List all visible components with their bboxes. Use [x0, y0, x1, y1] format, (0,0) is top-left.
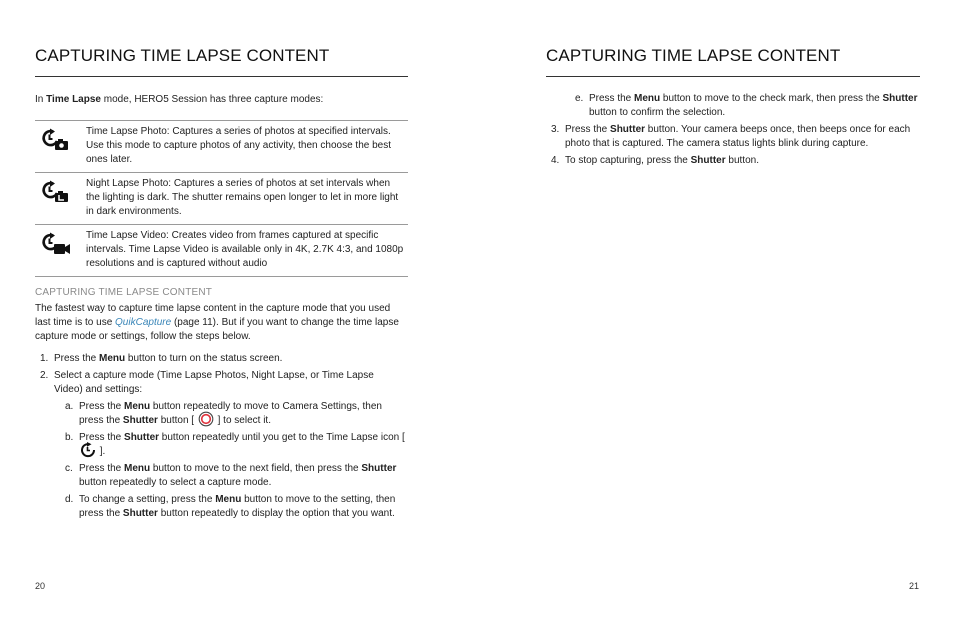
heading-rule: [546, 76, 920, 77]
step-2c: c. Press the Menu button to move to the next field, then press the Shutter button repeatedly to select a capture mode.: [65, 463, 397, 489]
capture-modes-table: [35, 120, 408, 277]
page-heading: CAPTURING TIME LAPSE CONTENT: [546, 46, 841, 65]
quikcapture-link[interactable]: QuikCapture: [115, 317, 172, 328]
time-lapse-video-icon: [41, 232, 71, 256]
mode-description: Time Lapse Photo: Captures a series of photos at specified intervals. Use this mode to capture photos of any activity, then choose the best ones later.: [86, 126, 391, 165]
steps-list: [35, 352, 405, 524]
step-4: 4. To stop capturing, press the Shutter button.: [551, 155, 759, 166]
night-lapse-photo-icon: [41, 180, 71, 204]
mode-row-time-lapse-photo: [35, 120, 408, 172]
step-2e: e. Press the Menu button to move to the check mark, then press the Shutter button to confirm the selection.: [575, 93, 918, 118]
step-3: 3. Press the Shutter button. Your camera beeps once, then beeps once for each photo that is captured. The camera status lights blink during capture.: [551, 124, 911, 149]
step-2: 2. Select a capture mode (Time Lapse Photos, Night Lapse, or Time Lapse Video) and settings:: [40, 370, 374, 395]
mode-description: Time Lapse Video: Creates video from frames captured at specific intervals. Time Lapse Video is available only in 4K, 2.7K 4:3, and 1080p resolutions and is captured without audio: [86, 230, 404, 269]
intro-paragraph: The fastest way to capture time lapse content in the capture mode that you used last time is to use QuikCapture (page 11). But if you want to change the time lapse capture mode or settings, follow the steps below.: [35, 303, 399, 342]
step-2d: d. To change a setting, press the Menu button to move to the setting, then press the Shutter button repeatedly to display the option that you want.: [65, 494, 396, 520]
steps-list-continued: [546, 92, 918, 171]
step-2a: a. Press the Menu button repeatedly to move to Camera Settings, then press the Shutter button [ ] to select it.: [65, 401, 382, 427]
page-number: 21: [908, 581, 919, 591]
mode-description: Night Lapse Photo: Captures a series of photos at set intervals when the lighting is dark. The shutter remains open longer to let in more light in dark environments.: [86, 178, 399, 217]
intro-text: In Time Lapse mode, HERO5 Session has three capture modes:: [35, 94, 324, 105]
right-page: [477, 0, 954, 618]
time-lapse-photo-icon: [41, 128, 71, 152]
section-subheading: CAPTURING TIME LAPSE CONTENT: [35, 287, 213, 298]
step-1: 1. Press the Menu button to turn on the status screen.: [40, 353, 283, 364]
page-number: 20: [35, 581, 46, 591]
mode-row-night-lapse-photo: [35, 172, 408, 224]
page-heading: CAPTURING TIME LAPSE CONTENT: [35, 46, 330, 65]
time-lapse-icon: [80, 442, 96, 458]
step-2b: b. Press the Shutter button repeatedly until you get to the Time Lapse icon [ ].: [65, 432, 405, 458]
heading-rule: [35, 76, 408, 77]
shutter-button-icon: [198, 411, 214, 427]
mode-row-time-lapse-video: [35, 224, 408, 277]
